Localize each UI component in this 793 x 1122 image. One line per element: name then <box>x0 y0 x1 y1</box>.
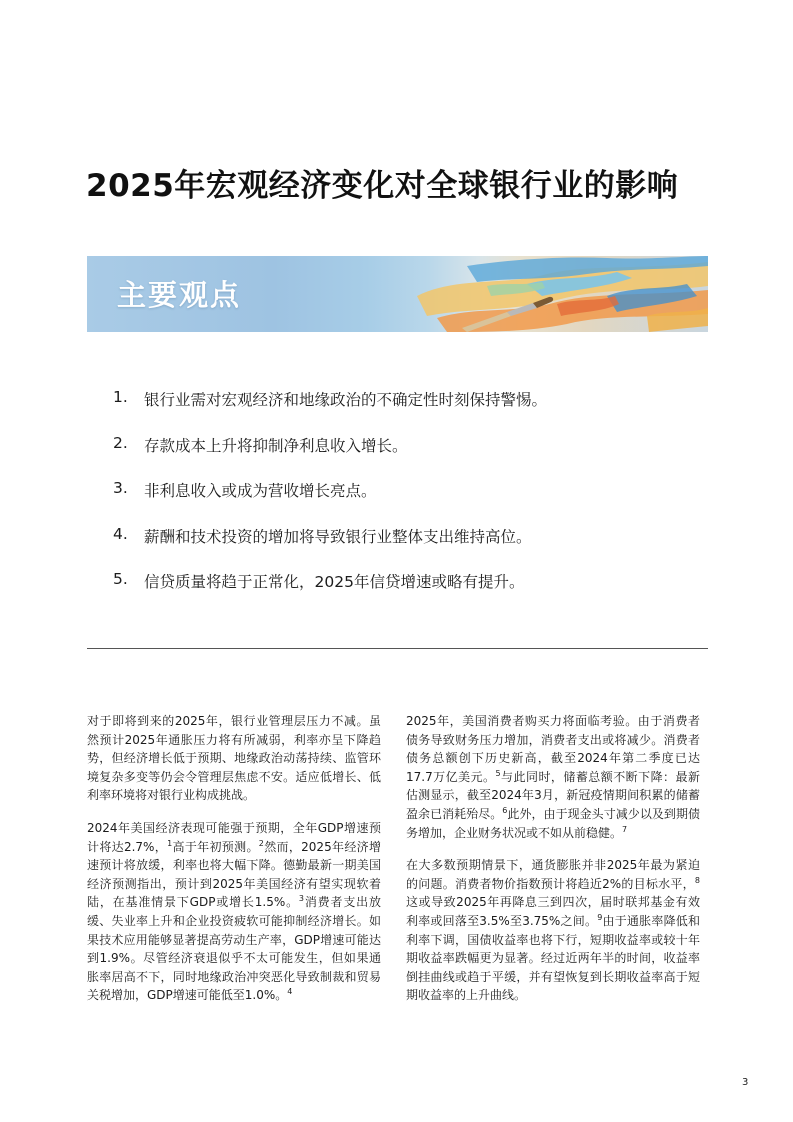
paragraph: 2025年，美国消费者购买力将面临考验。由于消费者债务导致财务压力增加，消费者支出或将减少。消费者债务总额创下历史新高，截至2024年第二季度已达17.7万亿美元。$^5$与此同时，储蓄总额不断下降：最新估测显示，截至2024年3月，新冠疫情期间积累的储蓄盈余已消耗殆尽。$^6$此外，由于现金头寸减少以及到期债务增加，企业财务状况或不如从前稳健。$^7$ <box>406 714 700 840</box>
footnote-ref[interactable]: 2 <box>258 838 264 848</box>
list-item <box>113 388 703 434</box>
footnote-ref[interactable]: 4 <box>287 987 293 997</box>
key-points-list <box>113 388 703 616</box>
list-item <box>113 479 703 525</box>
footnote-ref[interactable]: 3 <box>298 894 304 904</box>
banner-title: 主要观点 <box>117 278 242 312</box>
footnote-ref[interactable]: 7 <box>622 824 628 834</box>
footnote-ref[interactable]: 9 <box>597 912 603 922</box>
list-text: 信贷质量将趋于正常化，2025年信贷增速或略有提升。 <box>144 573 525 591</box>
list-item <box>113 570 703 616</box>
footnote-ref[interactable]: 6 <box>502 805 508 815</box>
list-number: 2. <box>113 433 128 452</box>
footnote-ref[interactable]: 5 <box>495 768 501 778</box>
list-number: 5. <box>113 570 128 588</box>
page-title: 2025年宏观经济变化对全球银行业的影响 <box>86 168 679 204</box>
list-number: 3. <box>113 479 128 497</box>
body-column-left <box>87 712 381 1019</box>
footnote-ref[interactable]: 8 <box>694 875 700 885</box>
list-text: 银行业需对宏观经济和地缘政治的不确定性时刻保持警惕。 <box>144 391 548 409</box>
section-divider <box>87 648 708 649</box>
list-item <box>113 525 703 571</box>
list-text: 非利息收入或成为营收增长亮点。 <box>144 482 377 500</box>
paragraph: 在大多数预期情景下，通货膨胀并非2025年最为紧迫的问题。消费者物价指数预计将趋近2%的目标水平，$^8$这或导致2025年再降息三到四次，届时联邦基金有效利率或回落至3.5%至3.75%之间。$^9$由于通胀率降低和利率下调，国债收益率也将下行，短期收益率或较十年期收益率跌幅更为显著。经过近两年半的时间，收益率倒挂曲线或趋于平缓，并有望恢复到长期收益率高于短期收益率的上升曲线。 <box>406 858 700 1003</box>
list-number: 4. <box>113 524 128 543</box>
paragraph: 2024年美国经济表现可能强于预期，全年GDP增速预计将达2.7%，$^1$高于年初预测。$^2$然而，2025年经济增速预计将放缓，利率也将大幅下降。德勤最新一期美国经济预测指出，预计到2025年美国经济有望实现软着陆，在基准情景下GDP或增长1.5%。$^3$消费者支出放缓、失业率上升和企业投资疲软可能抑制经济增长。如果技术应用能够显著提高劳动生产率，GDP增速可能达到1.9%。尽管经济衰退似乎不太可能发生，但如果通胀率居高不下，同时地缘政治冲突恶化导致制裁和贸易关税增加，GDP增速可能低至1.0%。$^4$ <box>87 820 381 1003</box>
list-text: 薪酬和技术投资的增加将导致银行业整体支出维持高位。 <box>144 527 532 546</box>
page-number: 3 <box>742 1077 749 1088</box>
footnote-ref[interactable]: 1 <box>167 838 173 848</box>
list-item <box>113 434 703 480</box>
list-text: 存款成本上升将抑制净利息收入增长。 <box>144 436 408 455</box>
body-column-right <box>406 712 700 1019</box>
key-points-banner <box>87 256 708 332</box>
list-number: 1. <box>113 388 128 406</box>
paragraph: 对于即将到来的2025年，银行业管理层压力不减。虽然预计2025年通胀压力将有所减弱，利率亦呈下降趋势，但经济增长低于预期、地缘政治动荡持续、监管环境复杂多变等仍会令管理层焦虑不安。适应低增长、低利率环境将对银行业构成挑战。 <box>87 714 381 803</box>
